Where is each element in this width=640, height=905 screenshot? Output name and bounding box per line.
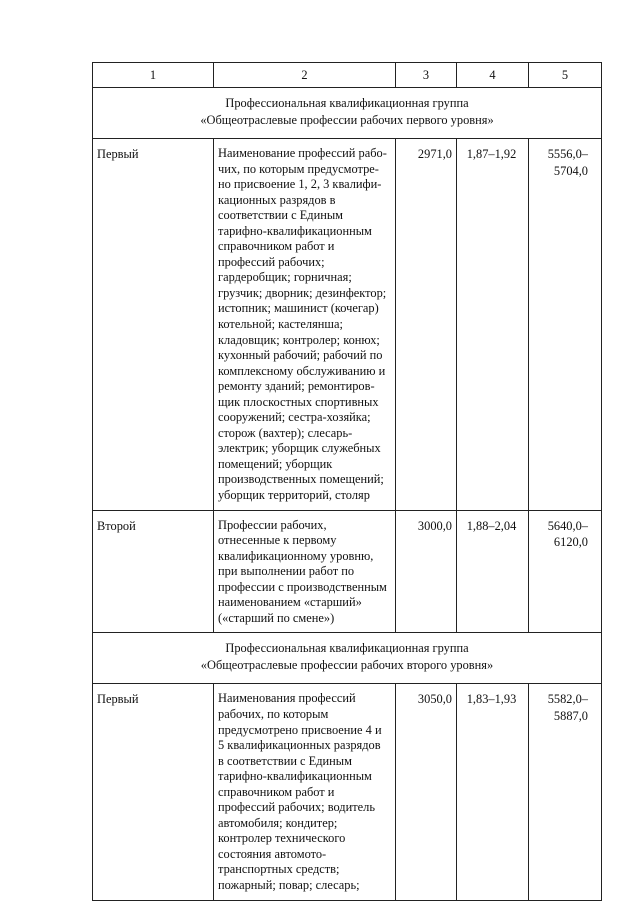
profession-description [214, 510, 396, 633]
description-line: чих, по которым предусмотре- [218, 161, 379, 176]
description-line: («старший по смене») [218, 610, 335, 625]
description-line: сторож (вахтер); слесарь- [218, 425, 353, 440]
group-title-line: Профессиональная квалификационная группа [225, 96, 469, 110]
table-row [93, 684, 602, 900]
description-line: 5 квалификационных разрядов [218, 738, 381, 753]
description-line: комплексному обслуживанию и [218, 363, 386, 378]
description-line: транспортных средств; [218, 862, 340, 877]
salary-range-line: 5640,0– [547, 518, 588, 533]
description-line: ремонту зданий; ремонтиров- [218, 379, 375, 394]
header-cell: 2 [214, 63, 396, 88]
description-line: грузчик; дворник; дезинфектор; [218, 285, 387, 300]
group-title-line: «Общеотраслевые профессии рабочих второго уровня» [200, 658, 494, 673]
description-line: котельной; кастелянша; [218, 317, 343, 332]
description-line: но присвоение 1, 2, 3 квалифи- [218, 177, 382, 192]
qualification-table [92, 62, 602, 901]
description-line: Наименования профессий [218, 691, 356, 706]
qualification-level: Второй [93, 510, 214, 633]
description-line: профессий рабочих; водитель [218, 800, 375, 815]
description-line: состояния автомото- [218, 846, 327, 861]
salary-range-line: 5704,0 [553, 163, 588, 178]
salary-range [529, 684, 602, 900]
base-salary: 3050,0 [396, 684, 457, 900]
table-row [93, 510, 602, 633]
group-title [93, 633, 602, 684]
description-line: профессии с производственным [218, 579, 387, 594]
description-line: пожарный; повар; слесарь; [218, 877, 360, 892]
group-title [93, 88, 602, 139]
group-title-line: «Общеотраслевые профессии рабочих первого уровня» [200, 113, 494, 127]
description-line: помещений; уборщик [218, 456, 333, 471]
base-salary: 2971,0 [396, 139, 457, 511]
salary-range-line: 5556,0– [547, 147, 588, 161]
salary-range-line: 6120,0 [553, 535, 588, 550]
salary-range-line: 5582,0– [547, 692, 588, 707]
description-line: кладовщик; контролер; конюх; [218, 332, 380, 347]
description-line: Наименование профессий рабо- [218, 146, 387, 160]
description-line: тарифно-квалификационным [218, 223, 372, 238]
description-line: справочником работ и [218, 784, 335, 799]
header-cell: 4 [457, 63, 529, 88]
description-line: отнесенные к первому [218, 533, 337, 548]
description-line: соответствии с Единым [218, 208, 344, 223]
description-line: производственных помещений; [218, 472, 384, 487]
description-line: в соответствии с Единым [218, 753, 352, 768]
description-line: контролер технического [218, 831, 346, 846]
description-line: кухонный рабочий; рабочий по [218, 348, 383, 363]
profession-description [214, 139, 396, 511]
description-line: автомобиля; кондитер; [218, 815, 338, 830]
coefficient-range: 1,87–1,92 [457, 139, 529, 511]
group-title-line: Профессиональная квалификационная группа [225, 641, 469, 656]
description-line: справочником работ и [218, 239, 335, 254]
description-line: предусмотрено присвоение 4 и [218, 722, 382, 737]
base-salary: 3000,0 [396, 510, 457, 633]
header-cell: 1 [93, 63, 214, 88]
salary-range [529, 139, 602, 511]
description-line: кационных разрядов в [218, 192, 336, 207]
description-line: щик плоскостных спортивных [218, 394, 379, 409]
description-line: тарифно-квалификационным [218, 769, 372, 784]
description-line: истопник; машинист (кочегар) [218, 301, 379, 316]
coefficient-range: 1,88–2,04 [457, 510, 529, 633]
table-row [93, 139, 602, 511]
description-line: сооружений; сестра-хозяйка; [218, 410, 371, 425]
description-line: Профессии рабочих, [218, 517, 327, 532]
description-line: уборщик территорий, столяр [218, 488, 370, 503]
description-line: при выполнении работ по [218, 564, 355, 579]
qualification-level: Первый [93, 684, 214, 900]
description-line: гардеробщик; горничная; [218, 270, 352, 285]
header-cell: 5 [529, 63, 602, 88]
coefficient-range: 1,83–1,93 [457, 684, 529, 900]
description-line: профессий рабочих; [218, 254, 325, 269]
description-line: квалификационному уровню, [218, 548, 374, 563]
description-line: наименованием «старший» [218, 595, 362, 610]
qualification-level: Первый [93, 139, 214, 511]
header-row [93, 63, 602, 88]
header-cell: 3 [396, 63, 457, 88]
group-row [93, 88, 602, 139]
description-line: электрик; уборщик служебных [218, 441, 381, 456]
salary-range [529, 510, 602, 633]
description-line: рабочих, по которым [218, 706, 329, 721]
profession-description [214, 684, 396, 900]
group-row [93, 633, 602, 684]
salary-range-line: 5887,0 [553, 709, 588, 724]
